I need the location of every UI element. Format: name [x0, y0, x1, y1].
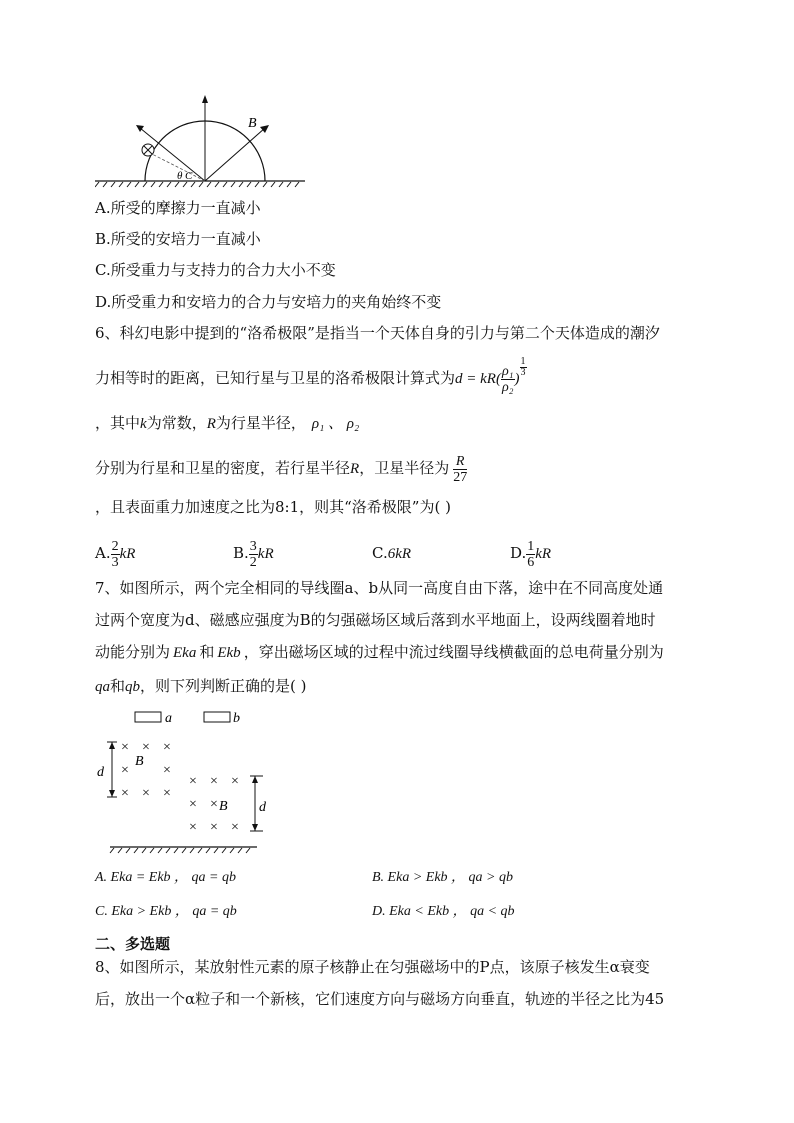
svg-text:×: × — [163, 786, 171, 801]
q6-option-b: B. $\frac{3}{2}$ kR — [233, 538, 274, 570]
svg-text:d: d — [259, 800, 266, 815]
q7-option-d: D. Eka < Ekb ， qa < qb — [372, 904, 515, 919]
svg-text:×: × — [121, 786, 129, 801]
q6-stem-line3: ，其中k为常数，R为行星半径， ρ₁ 、 ρ₂ — [95, 414, 360, 432]
q6-formula-ratio: $\frac{\text{ρ₁}}{\text{ρ₂}}$ — [501, 363, 514, 395]
svg-text:b: b — [233, 711, 240, 726]
q6-formula-exponent: $\frac{1}{3}$ — [520, 356, 526, 378]
q8-stem-line2: 后，放出一个α粒子和一个新核，它们速度方向与磁场方向垂直，轨迹的半径之比为45 — [95, 990, 665, 1008]
q6-formula-lhs: d = kR( — [455, 371, 501, 387]
q7-stem-line2: 过两个宽度为d、磁感应强度为B的匀强磁场区域后落到水平地面上，设两线圈着地时 — [95, 611, 656, 629]
svg-text:×: × — [189, 797, 197, 812]
q6-stem-line4: 分别为行星和卫星的密度，若行星半径R，卫星半径为 $\frac{R}{27}$ — [95, 453, 468, 485]
q7-stem-line1: 7、如图所示，两个完全相同的导线圈a、b从同一高度自由下落，途中在不同高度处通 — [95, 579, 664, 597]
q6-stem-line2 — [95, 355, 527, 401]
q8-stem-line1: 8、如图所示，某放射性元素的原子核静止在匀强磁场中的P点，该原子核发生α衰变 — [95, 958, 650, 976]
svg-text:×: × — [210, 774, 218, 789]
q5-option-c: C.所受重力与支持力的合力大小不变 — [95, 261, 336, 279]
svg-text:×: × — [210, 797, 218, 812]
svg-text:×: × — [231, 820, 239, 835]
q6-satellite-radius-fraction: $\frac{R}{27}$ — [453, 453, 468, 485]
svg-text:d: d — [97, 765, 104, 780]
svg-text:×: × — [163, 740, 171, 755]
svg-text:×: × — [121, 740, 129, 755]
q5-option-b: B.所受的安培力一直减小 — [95, 230, 261, 248]
svg-text:×: × — [142, 786, 150, 801]
q6-option-c: C.6kR — [372, 544, 412, 562]
label-theta: θ — [177, 170, 183, 182]
svg-text:×: × — [231, 774, 239, 789]
q6-formula-close: ) — [514, 371, 520, 387]
q6-stem-line1: 6、科幻电影中提到的“洛希极限”是指当一个天体自身的引力与第二个天体造成的潮汐 — [95, 324, 660, 342]
q7-stem-line4: qa和qb，则下列判断正确的是( ) — [95, 677, 307, 695]
q7-option-c: C. Eka > Ekb ， qa = qb — [95, 904, 237, 919]
q7-option-a: A. Eka = Ekb ， qa = qb — [95, 870, 236, 885]
svg-text:×: × — [189, 774, 197, 789]
svg-text:×: × — [189, 820, 197, 835]
label-B: B — [248, 116, 257, 131]
q6-stem-line5: ，且表面重力加速度之比为8:1，则其“洛希极限”为( ) — [95, 498, 451, 516]
svg-text:×: × — [210, 820, 218, 835]
svg-text:×: × — [163, 763, 171, 778]
q5-option-d: D.所受重力和安培力的合力与安培力的夹角始终不变 — [95, 293, 442, 311]
q6-stem-line2-text: 力相等时的距离，已知行星与卫星的洛希极限计算式为 — [95, 369, 456, 387]
q7-option-b: B. Eka > Ekb ， qa > qb — [372, 870, 513, 885]
svg-text:×: × — [142, 740, 150, 755]
svg-text:a: a — [165, 711, 172, 726]
svg-text:B: B — [135, 754, 144, 769]
figure-semicircle — [95, 90, 315, 190]
q7-stem-line3: 动能分别为 Eka 和 Ekb ，穿出磁场区域的过程中流过线圈导线横截面的总电荷量分别为 — [95, 643, 664, 661]
q6-option-a: A. $\frac{2}{3}$ kR — [95, 538, 136, 570]
label-C: C — [185, 170, 193, 182]
section-heading-multiple-choice: 二、多选题 — [95, 935, 171, 953]
q5-option-a: A.所受的摩擦力一直减小 — [95, 199, 261, 217]
svg-text:×: × — [121, 763, 129, 778]
figure-coils-magnetic-field — [95, 705, 270, 860]
svg-text:B: B — [219, 799, 228, 814]
q6-option-d: D. $\frac{1}{6}$ kR — [510, 538, 552, 570]
